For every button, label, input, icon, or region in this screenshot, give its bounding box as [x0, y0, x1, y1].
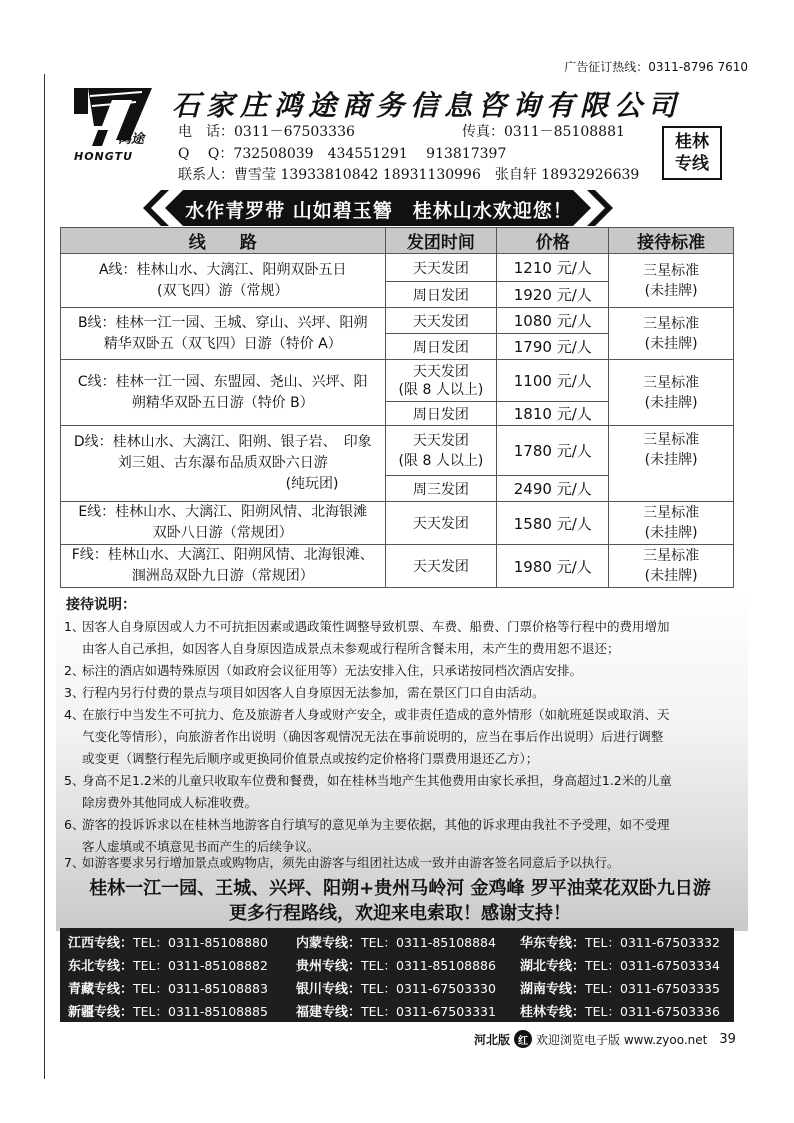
line-item: 华东专线：TEL：0311-67503332	[520, 935, 720, 951]
departure-cell: 天天发团 (限 8 人以上)	[385, 360, 497, 402]
price-cell: 1810 元/人	[497, 402, 609, 426]
page-footer	[474, 1030, 736, 1048]
standard-cell: 三星标准 (未挂牌)	[609, 308, 734, 360]
departure-cell: 天天发团	[385, 254, 497, 282]
fax-info	[462, 121, 625, 141]
route-c: C线：桂林一江一园、东盟园、尧山、兴坪、阳 朔精华双卧五日游（特价 B）	[61, 360, 386, 426]
table-row	[61, 545, 734, 588]
header-standard: 接待标准	[609, 228, 734, 254]
line-item: 东北专线：TEL：0311-85108882	[68, 958, 268, 974]
line-item: 桂林专线：TEL：0311-67503336	[520, 1004, 720, 1020]
contact-label: 联系人：	[178, 167, 234, 183]
note-item: 5、身高不足1.2米的儿童只收取车位费和餐费，如在桂林当地产生其他费用由家长承担，身高超过1.2米的儿童 除房费外其他同成人标准收费。	[64, 773, 672, 810]
table-row	[61, 360, 734, 402]
qq-info	[178, 143, 506, 163]
table-row	[61, 426, 734, 476]
guilin-line-badge	[662, 126, 722, 180]
line-item: 江西专线：TEL：0311-85108880	[68, 935, 268, 951]
qq-label: Q Q：	[178, 146, 234, 162]
logo-english: HONGTU	[74, 150, 134, 163]
route-f: F线：桂林山水、大漓江、阳朔风情、北海银滩、 涠洲岛双卧九日游（常规团）	[61, 545, 386, 588]
note-item: 6、游客的投诉诉求以在桂林当地游客自行填写的意见单为主要依据，其他的诉求理由我社不予受理，如不受理 客人虚填或不填意见书而产生的后续争议。	[64, 817, 670, 854]
route-d: D线：桂林山水、大漓江、阳朔、银子岩、 印象 刘三姐、古东瀑布品质双卧六日游 (纯玩团)	[61, 426, 386, 502]
phone-label: 电 话：	[178, 124, 234, 140]
edition-circle-icon: 红	[514, 1030, 532, 1048]
note-item: 1、因客人自身原因或人力不可抗拒因素或遇政策性调整导致机票、车费、船费、门票价格等行程中的费用增加 由客人自己承担，如因客人自身原因造成景点未参观或行程所含餐未用，未产生的费用恕不退还；	[64, 619, 670, 656]
table-row	[61, 502, 734, 545]
departure-cell: 周日发团	[385, 334, 497, 360]
header-route: 线 路	[61, 228, 386, 254]
line-item: 福建专线：TEL：0311-67503331	[296, 1004, 496, 1020]
departure-cell: 天天发团	[385, 545, 497, 588]
departure-cell: 天天发团 (限 8 人以上)	[385, 426, 497, 476]
note-item: 4、在旅行中当发生不可抗力、危及旅游者人身或财产安全，或非责任造成的意外情形（如航班延误或取消、天 气变化等情形），向旅游者作出说明（确因客观情况无法在事前说明的，应当在事后作出说明）后进行调整 或变更（调整行程先后顺序或更换同价值景点或按约定价格将门票费用退还乙方）；	[64, 707, 670, 766]
route-a: A线：桂林山水、大漓江、阳朔双卧五日 (双飞四）游（常规）	[61, 254, 386, 308]
line-item: 内蒙专线：TEL：0311-85108884	[296, 935, 496, 951]
header-price: 价格	[497, 228, 609, 254]
badge-line1: 桂林	[675, 132, 709, 152]
frame-divider	[44, 74, 45, 1079]
special-lines-box	[60, 928, 734, 1022]
price-cell: 1100 元/人	[497, 360, 609, 402]
notes-title: 接待说明：	[66, 597, 136, 613]
fax-label: 传真：	[462, 124, 504, 140]
fax-number: 0311－85108881	[504, 124, 625, 140]
badge-line2: 专线	[675, 154, 709, 174]
company-name: 石家庄鸿途商务信息咨询有限公司	[172, 89, 683, 122]
table-row	[61, 308, 734, 334]
departure-cell: 周日发团	[385, 282, 497, 308]
logo-chinese: 鸿途	[118, 132, 145, 147]
slogan-text: 水作青罗带 山如碧玉簪 桂林山水欢迎您！	[185, 200, 573, 222]
line-item: 湖南专线：TEL：0311-67503335	[520, 981, 720, 997]
price-cell: 1780 元/人	[497, 426, 609, 476]
standard-cell: 三星标准 (未挂牌)	[609, 502, 734, 545]
price-cell: 1980 元/人	[497, 545, 609, 588]
departure-cell: 天天发团	[385, 502, 497, 545]
line-item: 银川专线：TEL：0311-67503330	[296, 981, 496, 997]
qq-numbers: 732508039 434551291 913817397	[233, 146, 507, 162]
phone-number: 0311－67503336	[234, 124, 355, 140]
departure-cell: 周三发团	[385, 476, 497, 502]
edition-label: 河北版	[474, 1032, 511, 1047]
table-header-row	[61, 228, 734, 254]
line-item: 贵州专线：TEL：0311-85108886	[296, 958, 496, 974]
promo-route: 桂林一江一园、王城、兴坪、阳朔+贵州马岭河 金鸡峰 罗平油菜花双卧九日游	[89, 878, 711, 899]
line-item: 青藏专线：TEL：0311-85108883	[68, 981, 268, 997]
contact-people	[178, 164, 639, 184]
price-cell: 1580 元/人	[497, 502, 609, 545]
price-cell: 2490 元/人	[497, 476, 609, 502]
note-item: 3、行程内另行付费的景点与项目如因客人自身原因无法参加，需在景区门口自由活动。	[64, 685, 545, 700]
departure-cell: 周日发团	[385, 402, 497, 426]
page-number: 39	[719, 1031, 736, 1047]
standard-cell: 三星标准 (未挂牌)	[609, 254, 734, 308]
price-cell: 1790 元/人	[497, 334, 609, 360]
ad-hotline: 广告征订热线：0311-8796 7610	[564, 60, 748, 74]
header-departure: 发团时间	[385, 228, 497, 254]
contact-names: 曹雪莹 13933810842 18931130996 张自轩 18932926639	[234, 167, 640, 183]
price-cell: 1080 元/人	[497, 308, 609, 334]
standard-cell: 三星标准 (未挂牌)	[609, 426, 734, 502]
route-e: E线：桂林山水、大漓江、阳朔风情、北海银滩 双卧八日游（常规团）	[61, 502, 386, 545]
price-cell: 1210 元/人	[497, 254, 609, 282]
website-text[interactable]: 欢迎浏览电子版 www.zyoo.net	[536, 1032, 708, 1047]
route-table	[60, 227, 734, 588]
table-row	[61, 254, 734, 282]
line-item: 新疆专线：TEL：0311-85108885	[68, 1004, 268, 1020]
route-b: B线：桂林一江一园、王城、穿山、兴坪、阳朔 精华双卧五（双飞四）日游（特价 A）	[61, 308, 386, 360]
note-item: 2、标注的酒店如遇特殊原因（如政府会议征用等）无法安排入住，只承诺按同档次酒店安排。	[64, 663, 583, 678]
standard-cell: 三星标准 (未挂牌)	[609, 545, 734, 588]
line-item: 湖北专线：TEL：0311-67503334	[520, 958, 720, 974]
phone-info	[178, 121, 355, 141]
note-item: 7、如游客要求另行增加景点或购物店，须先由游客与组团社达成一致并由游客签名同意后予以执行。	[64, 855, 620, 870]
departure-cell: 天天发团	[385, 308, 497, 334]
standard-cell: 三星标准 (未挂牌)	[609, 360, 734, 426]
promo-thanks: 更多行程路线，欢迎来电索取！感谢支持！	[229, 903, 571, 924]
price-cell: 1920 元/人	[497, 282, 609, 308]
